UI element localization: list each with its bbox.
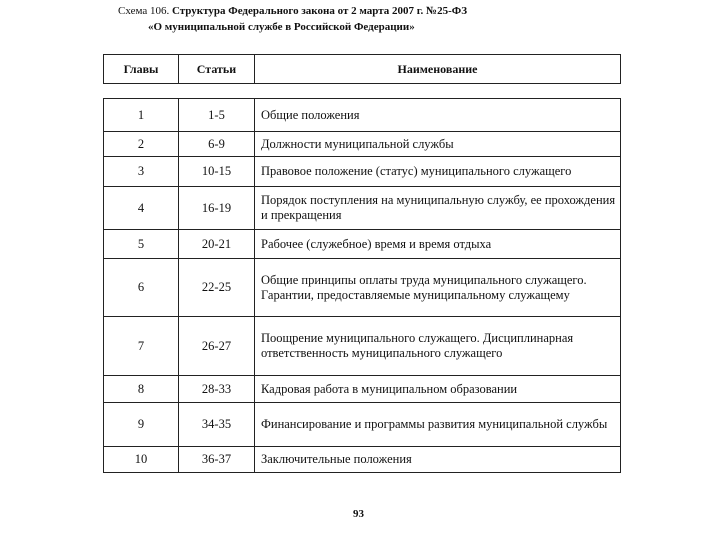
table-row <box>104 317 621 376</box>
name-cell: Порядок поступления на муниципальную службу, ее прохождения и прекращения <box>255 187 621 230</box>
chapter-cell: 5 <box>104 230 179 259</box>
chapter-cell: 10 <box>104 447 179 473</box>
name-cell: Рабочее (служебное) время и время отдыха <box>255 230 621 259</box>
header-table <box>103 54 621 84</box>
chapter-cell: 9 <box>104 403 179 447</box>
table-row <box>104 157 621 187</box>
page-number: 93 <box>353 508 364 520</box>
name-cell: Правовое положение (статус) муниципального служащего <box>255 157 621 187</box>
name-cell: Кадровая работа в муниципальном образовании <box>255 376 621 403</box>
caption-prefix: Схема 106. <box>118 5 170 17</box>
name-cell: Финансирование и программы развития муниципальной службы <box>255 403 621 447</box>
table-row <box>104 99 621 132</box>
structure-table <box>103 98 621 473</box>
name-cell: Общие положения <box>255 99 621 132</box>
articles-cell: 16-19 <box>179 187 255 230</box>
name-cell: Общие принципы оплаты труда муниципального служащего. Гарантии, предоставляемые муниципальному служащему <box>255 259 621 317</box>
articles-cell: 22-25 <box>179 259 255 317</box>
table-row <box>104 230 621 259</box>
caption-title: Структура Федерального закона от 2 марта 2007 г. №25-ФЗ <box>171 5 467 17</box>
chapter-cell: 3 <box>104 157 179 187</box>
articles-cell: 26-27 <box>179 317 255 376</box>
articles-cell: 36-37 <box>179 447 255 473</box>
articles-cell: 6-9 <box>179 132 255 157</box>
header-name: Наименование <box>255 55 621 84</box>
articles-cell: 10-15 <box>179 157 255 187</box>
table-row <box>104 403 621 447</box>
header-chapters: Главы <box>104 55 179 84</box>
header-row <box>104 55 621 84</box>
articles-cell: 20-21 <box>179 230 255 259</box>
header-articles: Статьи <box>179 55 255 84</box>
caption-line-1 <box>118 3 467 19</box>
name-cell: Должности муниципальной службы <box>255 132 621 157</box>
chapter-cell: 4 <box>104 187 179 230</box>
chapter-cell: 2 <box>104 132 179 157</box>
table-row <box>104 376 621 403</box>
table-row <box>104 187 621 230</box>
articles-cell: 34-35 <box>179 403 255 447</box>
chapter-cell: 7 <box>104 317 179 376</box>
table-row <box>104 259 621 317</box>
chapter-cell: 6 <box>104 259 179 317</box>
caption-subtitle: «О муниципальной службе в Российской Федерации» <box>148 21 415 33</box>
articles-cell: 28-33 <box>179 376 255 403</box>
table-row <box>104 132 621 157</box>
chapter-cell: 8 <box>104 376 179 403</box>
name-cell: Поощрение муниципального служащего. Дисциплинарная ответственность муниципального служащего <box>255 317 621 376</box>
chapter-cell: 1 <box>104 99 179 132</box>
articles-cell: 1-5 <box>179 99 255 132</box>
name-cell: Заключительные положения <box>255 447 621 473</box>
table-row <box>104 447 621 473</box>
